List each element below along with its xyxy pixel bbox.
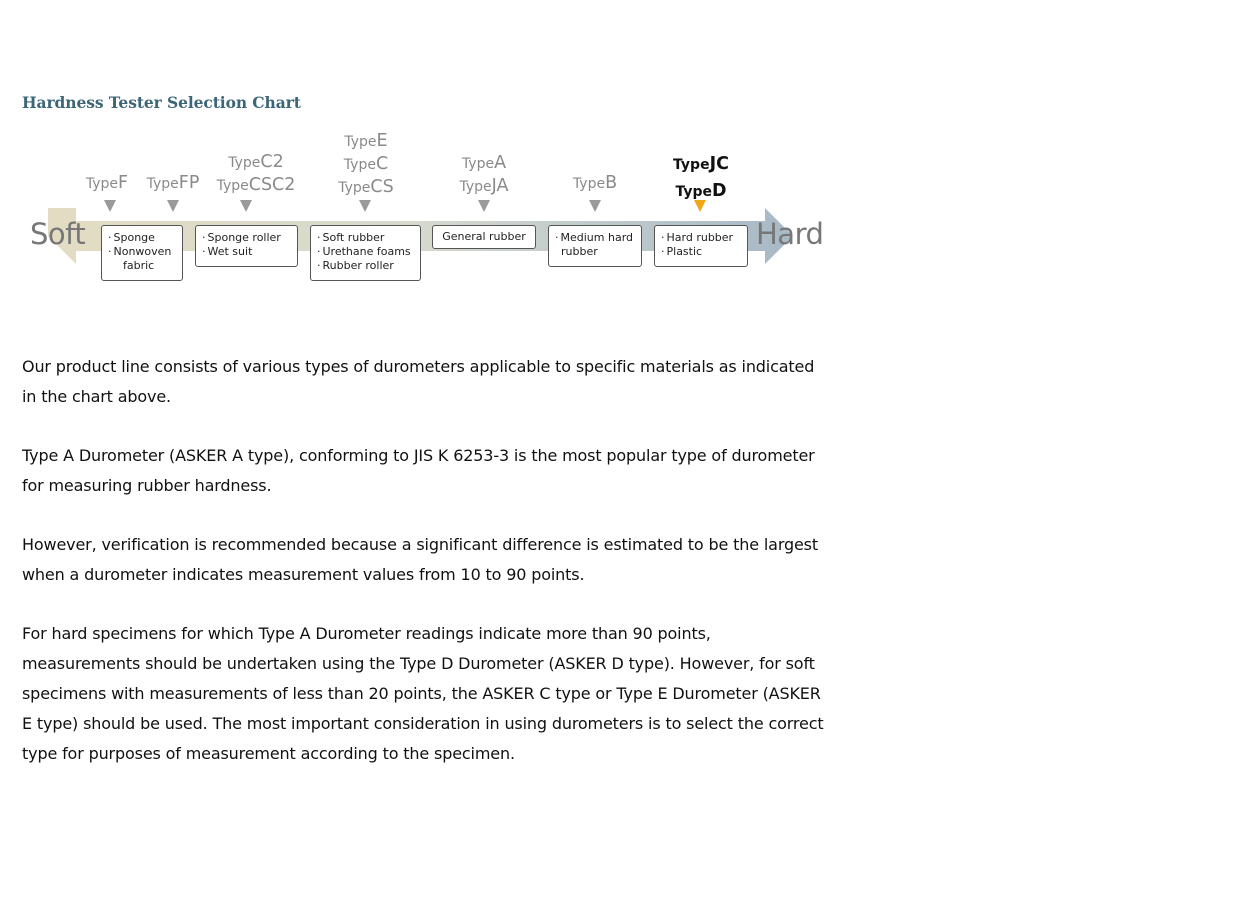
material-item: · Urethane foams [317,245,411,258]
material-item: · Plastic [661,245,703,258]
material-box-general-rubber [432,225,536,249]
type-label: TypeJC [673,154,729,174]
material-box-hard-rubber [654,225,748,267]
type-group-b [564,172,626,195]
type-label: TypeJA [459,176,509,196]
pointer-arrow [359,200,371,212]
material-item: · Wet suit [202,245,253,258]
type-label: TypeCSC2 [216,175,296,195]
type-group-e-c-cs [327,130,405,199]
material-item: · Nonwoven [108,245,172,258]
material-item: · Medium hard [555,231,634,244]
type-label: TypeCS [338,177,394,197]
type-group-jc-d [658,151,744,205]
chart-title: Hardness Tester Selection Chart [22,93,301,112]
type-label: TypeA [461,153,507,173]
paragraph-type-a: Type A Durometer (ASKER A type), conforming to JIS K 6253-3 is the most popular type of durometer for measuring rubber hardness. [22,446,815,495]
pointer-arrow [167,200,179,212]
material-item: · Sponge [108,231,155,244]
material-item: rubber [561,245,598,258]
type-label: TypeB [572,173,618,193]
type-label: TypeD [675,181,727,201]
paragraph-hard-specimens: For hard specimens for which Type A Durometer readings indicate more than 90 points, measurements should be undertaken using the Type D Durometer (ASKER D type). However, for soft specimens with measurements of less than 20 points, the ASKER C type or Type E Durometer (ASKER E type) should be used. The most important consideration in using durometers is to select the correct type for purposes of measurement according to the specimen. [22,624,824,763]
paragraph-verification: However, verification is recommended because a significant difference is estimated to be the largest when a durometer indicates measurement values from 10 to 90 points. [22,535,818,584]
type-group-f [80,172,134,195]
material-item: General rubber [442,230,526,243]
material-item: · Rubber roller [317,259,394,272]
material-box-medium-hard-rubber [548,225,642,267]
pointer-arrow [240,200,252,212]
paragraph-product-line: Our product line consists of various types of durometers applicable to specific materials as indicated in the chart above. [22,357,815,406]
pointer-arrow [589,200,601,212]
pointer-arrow [478,200,490,212]
hardness-selection-chart [22,128,832,288]
material-item: · Hard rubber [661,231,734,244]
type-label: TypeFP [146,173,200,193]
material-box-sponge [101,225,183,281]
type-label: TypeC [343,154,389,174]
type-group-c2-csc2 [208,151,304,197]
material-item: · Soft rubber [317,231,385,244]
material-item: fabric [123,259,155,272]
type-label: TypeC2 [228,152,284,172]
material-box-soft-rubber [310,225,421,281]
soft-label: Soft [30,217,86,251]
material-item: · Sponge roller [202,231,281,244]
type-label: TypeE [344,131,388,151]
pointer-arrow-highlight [694,200,706,212]
material-box-sponge-roller [195,225,298,267]
type-label: TypeF [85,173,129,193]
pointer-arrow [104,200,116,212]
hard-label: Hard [756,217,824,251]
type-group-a-ja [446,152,522,198]
type-group-fp [140,172,206,195]
